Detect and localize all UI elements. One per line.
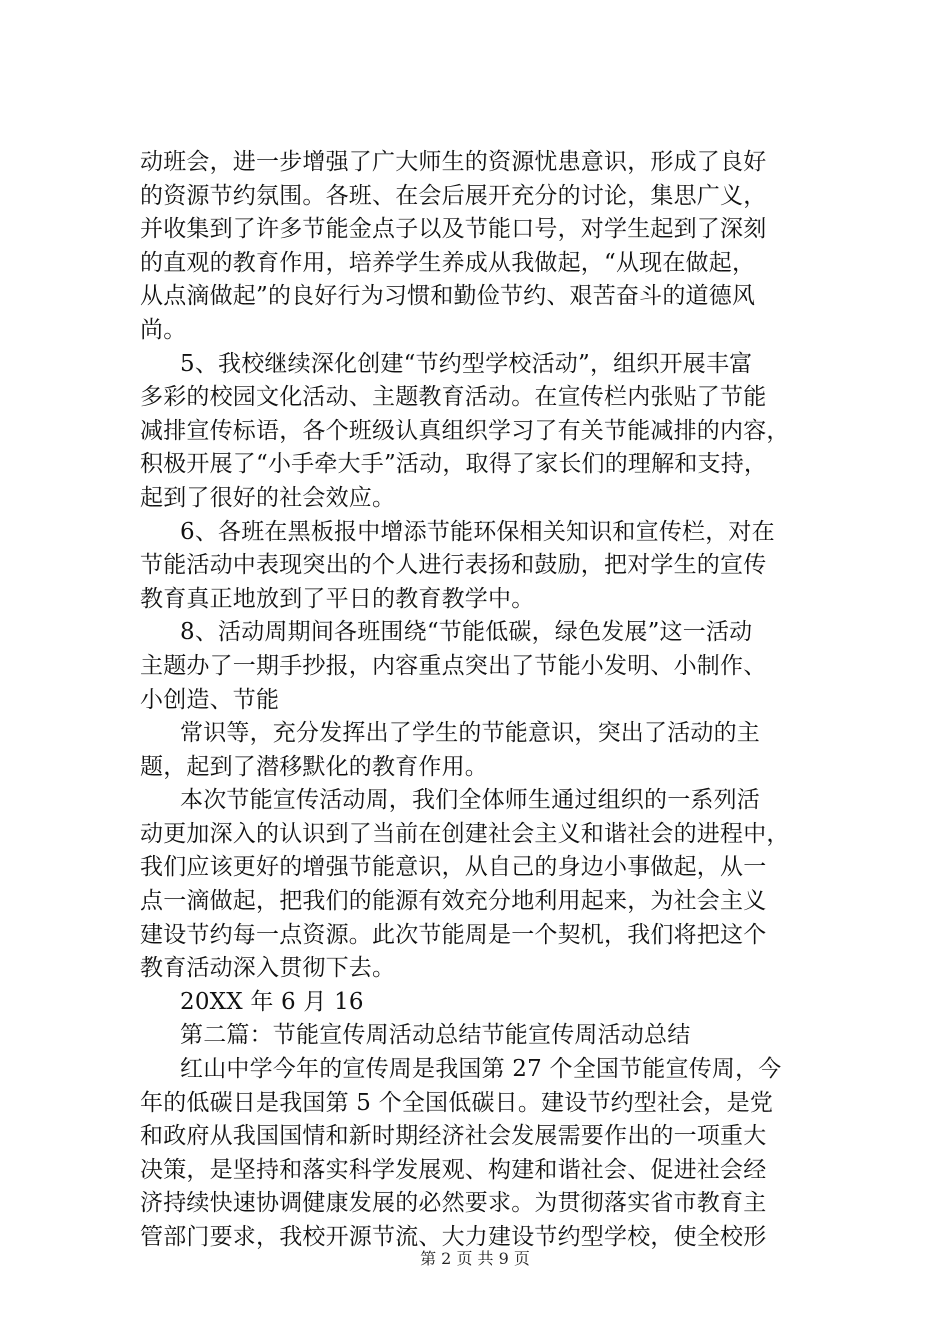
paragraph [140, 146, 830, 348]
text-line: 动班会，进一步增强了广大师生的资源忧患意识，形成了良好 [140, 149, 767, 175]
text-line: 尚。 [140, 316, 187, 343]
text-line: 动更加深入的认识到了当前在创建社会主义和谐社会的进程中， [140, 820, 790, 847]
text-line: 主题办了一期手抄报，内容重点突出了节能小发明、小制作、 [140, 652, 767, 679]
paragraph [140, 1053, 830, 1255]
text-line: 教育活动深入贯彻下去。 [140, 955, 396, 982]
text-line: 第二篇：节能宣传周活动总结节能宣传周活动总结 [180, 1022, 691, 1049]
text-line: 管部门要求，我校开源节流、大力建设节约型学校，使全校形 [140, 1224, 767, 1250]
paragraph [140, 986, 830, 1020]
text-line: 我们应该更好的增强节能意识，从自己的身边小事做起，从一 [140, 854, 767, 881]
text-line: 起到了很好的社会效应。 [140, 484, 396, 511]
text-line: 多彩的校园文化活动、主题教育活动。在宣传栏内张贴了节能 [140, 384, 767, 411]
text-line: 并收集到了许多节能金点子以及节能口号，对学生起到了深刻 [140, 216, 767, 243]
text-line: 点一滴做起，把我们的能源有效充分地利用起来，为社会主义 [140, 888, 767, 915]
text-line: 减排宣传标语，各个班级认真组织学习了有关节能减排的内容， [140, 417, 790, 444]
paragraph [140, 616, 830, 717]
text-line: 教育真正地放到了平日的教育教学中。 [140, 585, 535, 612]
text-line: 积极开展了“小手牵大手”活动，取得了家长们的理解和支持， [140, 451, 768, 478]
text-line: 小创造、节能 [140, 686, 280, 713]
text-line: 的直观的教育作用，培养学生养成从我做起，“从现在做起， [140, 249, 756, 276]
text-line: 决策，是坚持和落实科学发展观、构建和谐社会、促进社会经 [140, 1156, 767, 1183]
text-line: 济持续快速协调健康发展的必然要求。为贯彻落实省市教育主 [140, 1190, 767, 1217]
page-footer: 第 2 页 共 9 页 [420, 1249, 530, 1268]
text-line: 常识等，充分发挥出了学生的节能意识，突出了活动的主 [180, 720, 760, 747]
text-line: 20XX 年 6 月 16 [180, 988, 364, 1015]
text-line: 8、活动周期间各班围绕“节能低碳，绿色发展”这一活动 [180, 619, 753, 646]
paragraph [140, 1019, 830, 1053]
paragraph [140, 516, 830, 617]
text-line: 本次节能宣传活动周，我们全体师生通过组织的一系列活 [180, 787, 760, 814]
paragraph [140, 784, 830, 986]
text-line: 和政府从我国国情和新时期经济社会发展需要作出的一项重大 [140, 1123, 767, 1150]
text-line: 题，起到了潜移默化的教育作用。 [140, 753, 488, 780]
text-line: 从点滴做起”的良好行为习惯和勤俭节约、艰苦奋斗的道德风 [140, 283, 756, 310]
text-line: 节能活动中表现突出的个人进行表扬和鼓励，把对学生的宣传 [140, 552, 767, 579]
paragraph [140, 717, 830, 784]
paragraph [140, 348, 830, 516]
text-line: 建设节约每一点资源。此次节能周是一个契机，我们将把这个 [140, 921, 767, 948]
text-line: 年的低碳日是我国第 5 个全国低碳日。建设节约型社会，是党 [140, 1089, 774, 1116]
text-line: 5、我校继续深化创建“节约型学校活动”，组织开展丰富 [180, 350, 753, 377]
text-line: 红山中学今年的宣传周是我国第 27 个全国节能宣传周，今 [180, 1056, 782, 1083]
document-body [140, 146, 830, 1255]
text-line: 的资源节约氛围。各班、在会后展开充分的讨论，集思广义， [140, 182, 767, 209]
text-line: 6、各班在黑板报中增添节能环保相关知识和宣传栏，对在 [180, 518, 775, 545]
